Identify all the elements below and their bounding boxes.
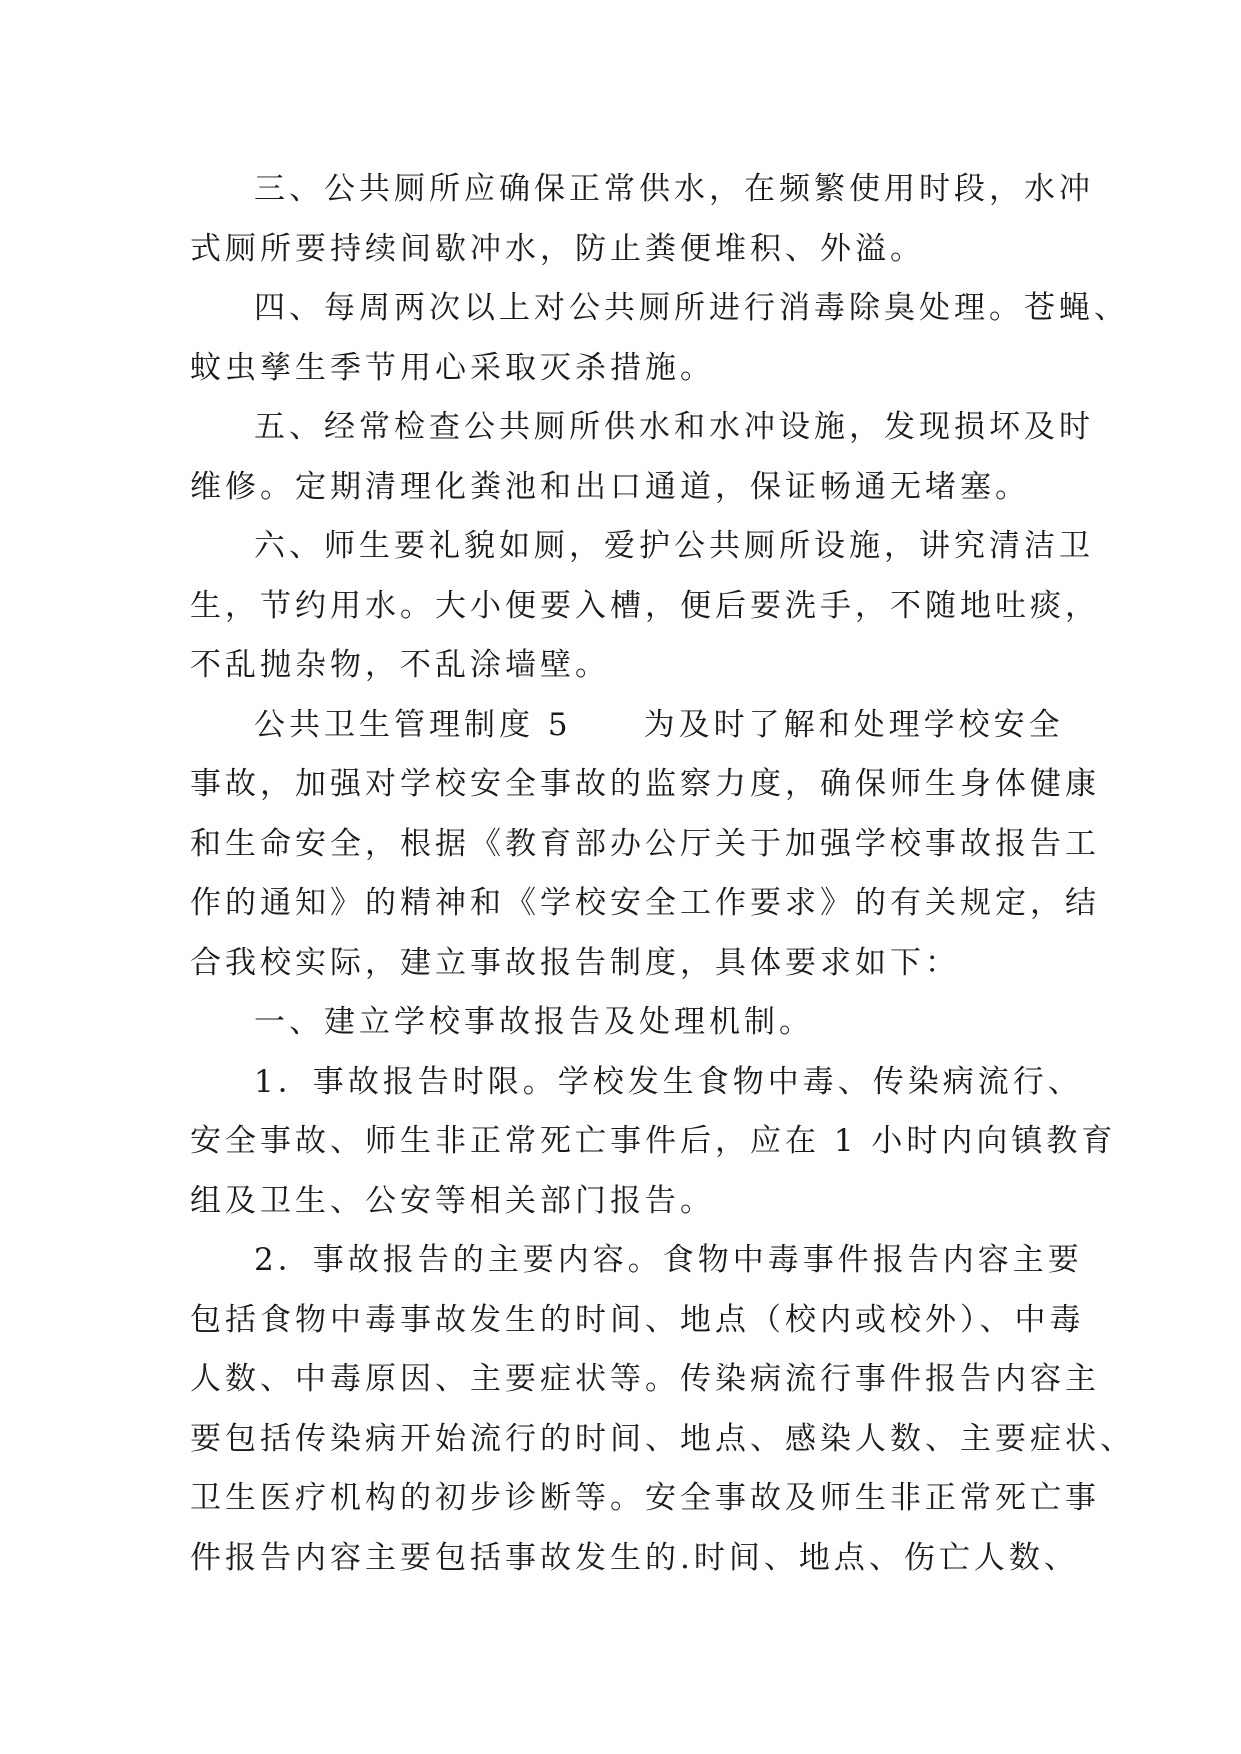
text-line: 作的通知》的精神和《学校安全工作要求》的有关规定，结 [190,885,1100,921]
text-line: 和生命安全，根据《教育部办公厅关于加强学校事故报告工 [190,825,1100,862]
text-line: 六、师生要礼貌如厕，爱护公共厕所设施，讲究清洁卫 [254,528,1094,564]
text-line: 蚊虫孳生季节用心采取灭杀措施。 [190,349,715,386]
text-line: 卫生医疗机构的初步诊断等。安全事故及师生非正常死亡事 [190,1480,1100,1516]
text-line: 三、公共厕所应确保正常供水，在频繁使用时段，水冲 [254,171,1094,207]
text-line: 为及时了解和处理学校安全 [643,706,1064,743]
text-line: 生，节约用水。大小便要入槽，便后要洗手，不随地吐痰， [190,587,1100,624]
text-line: 2．事故报告的主要内容。食物中毒事件报告内容主要 [254,1242,1083,1278]
text-line: 包括食物中毒事故发生的时间、地点（校内或校外）、中毒 [190,1301,1085,1338]
text-line: 1．事故报告时限。学校发生食物中毒、传染病流行、 [254,1063,1083,1100]
text-line: 要包括传染病开始流行的时间、地点、感染人数、主要症状、 [190,1420,1135,1457]
text-line: 不乱抛杂物，不乱涂墙壁。 [190,647,610,683]
section-heading-line [190,696,1064,756]
document-body [190,160,1135,1588]
section-title: 公共卫生管理制度 5 [254,706,572,743]
text-line: 人数、中毒原因、主要症状等。传染病流行事件报告内容主 [190,1361,1100,1397]
text-line: 式厕所要持续间歇冲水，防止粪便堆积、外溢。 [190,230,925,267]
text-line: 安全事故、师生非正常死亡事件后，应在 1 小时内向镇教育 [190,1123,1117,1159]
text-line: 一、建立学校事故报告及处理机制。 [254,1004,814,1040]
text-line: 维修。定期清理化粪池和出口通道，保证畅通无堵塞。 [190,468,1030,505]
text-line: 事故，加强对学校安全事故的监察力度，确保师生身体健康 [190,766,1100,802]
text-line: 组及卫生、公安等相关部门报告。 [190,1182,715,1219]
text-line: 五、经常检查公共厕所供水和水冲设施，发现损坏及时 [254,409,1094,445]
text-line: 合我校实际，建立事故报告制度，具体要求如下： [190,944,960,981]
text-line: 四、每周两次以上对公共厕所进行消毒除臭处理。苍蝇、 [254,290,1129,326]
text-line: 件报告内容主要包括事故发生的.时间、地点、伤亡人数、 [190,1539,1079,1576]
